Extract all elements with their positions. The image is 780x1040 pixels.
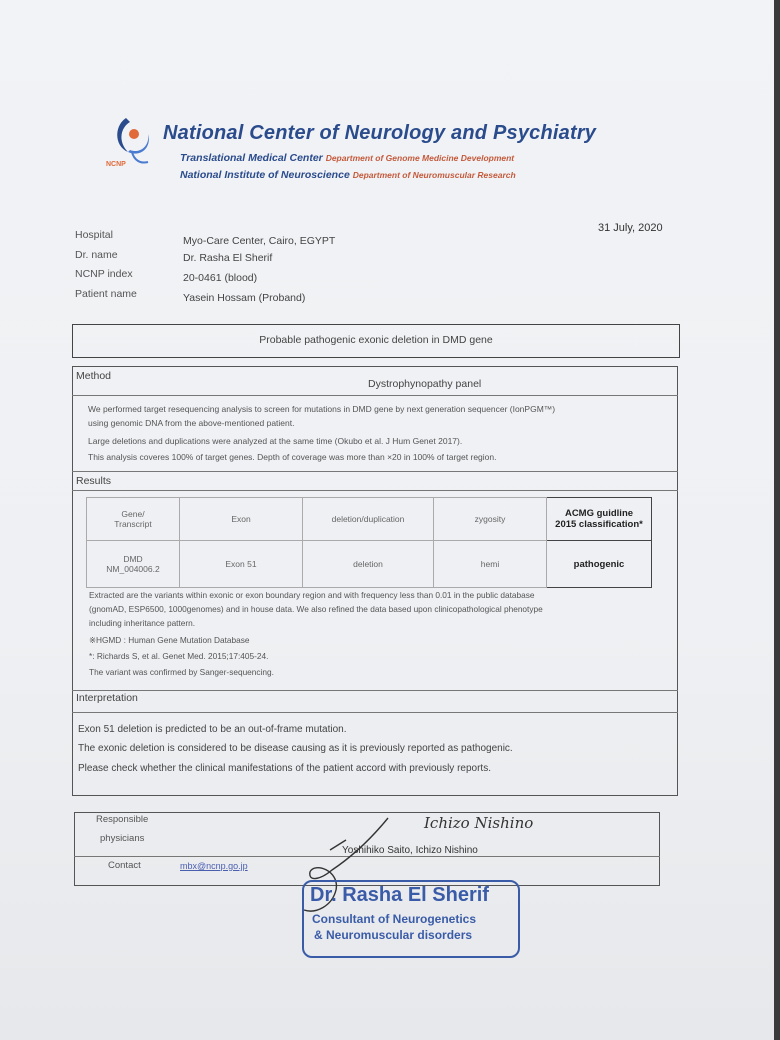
logo-text: NCNP (106, 161, 126, 168)
info-label-ncnp-index: NCNP index (75, 268, 133, 280)
header-acmg: ACMG guidline 2015 classification* (547, 498, 652, 541)
cell-exon: Exon 51 (180, 541, 303, 588)
info-value-patient-name: Yasein Hossam (Proband) (183, 292, 306, 304)
page-edge-shadow (774, 0, 780, 1040)
results-header-row (87, 498, 652, 541)
info-value-hospital: Myo-Care Center, Cairo, EGYPT (183, 235, 336, 247)
header-deletion-duplication: deletion/duplication (303, 498, 434, 541)
org-line-1-main: Translational Medical Center (180, 152, 323, 164)
org-line-2 (180, 169, 516, 181)
method-divider (72, 395, 678, 396)
method-line-1: We performed target resequencing analysis to screen for mutations in DMD gene by next generation sequencer (IonPGM™) (88, 404, 556, 414)
org-line-1-dept: Department of Genome Medicine Development (325, 153, 515, 163)
results-divider-2 (72, 490, 678, 491)
stamp-line-2: Consultant of Neurogenetics (312, 912, 477, 926)
header-exon: Exon (180, 498, 303, 541)
diagnosis-banner-text: Probable pathogenic exonic deletion in DMD gene (259, 334, 493, 346)
responsible-label-1: Responsible (96, 814, 149, 825)
interpretation-divider (72, 690, 678, 691)
interpretation-line-1: Exon 51 deletion is predicted to be an out-of-frame mutation. (78, 724, 347, 735)
method-line-3: Large deletions and duplications were analyzed at the same time (Okubo et al. J Hum Genet 2017). (88, 436, 463, 446)
cell-classification: pathogenic (547, 541, 652, 588)
info-label-dr-name: Dr. name (75, 249, 118, 261)
info-label-patient-name: Patient name (75, 288, 137, 300)
results-note-4: ※HGMD : Human Gene Mutation Database (89, 635, 250, 645)
results-note-2: (gnomAD, ESP6500, 1000genomes) and in house data. We also refined the data based upon clinicopathological phenotype (89, 604, 543, 614)
results-note-5: *: Richards S, et al. Genet Med. 2015;17:405-24. (89, 651, 269, 661)
method-label: Method (76, 370, 112, 382)
results-note-6: The variant was confirmed by Sanger-sequencing. (89, 667, 274, 677)
contact-email-link[interactable]: mbx@ncnp.go.jp (180, 861, 248, 871)
org-line-1 (180, 152, 514, 164)
info-label-hospital: Hospital (75, 229, 113, 241)
ncnp-logo (104, 112, 160, 174)
header-gene: Gene/ Transcript (87, 498, 180, 541)
org-title: National Center of Neurology and Psychiatry (163, 122, 597, 144)
diagnosis-banner (72, 324, 680, 358)
interpretation-divider-2 (72, 712, 678, 713)
interpretation-line-3: Please check whether the clinical manifestations of the patient accord with previously reports. (78, 763, 491, 774)
panel-name: Dystrophynopathy panel (368, 378, 482, 390)
method-line-2: using genomic DNA from the above-mentioned patient. (88, 418, 295, 428)
signature-ichizo: Ichizo Nishino (424, 814, 534, 832)
responsible-label-2: physicians (100, 833, 145, 844)
method-line-4: This analysis coveres 100% of target genes. Depth of coverage was more than ×20 in 100% of target region. (88, 452, 497, 462)
info-value-ncnp-index: 20-0461 (blood) (183, 272, 258, 284)
org-line-2-dept: Department of Neuromuscular Research (352, 170, 516, 180)
results-divider (72, 471, 678, 472)
report-date: 31 July, 2020 (598, 222, 663, 234)
results-table (86, 497, 652, 588)
contact-label: Contact (108, 860, 141, 871)
stamp-line-1: Dr. Rasha El Sherif (310, 884, 489, 906)
cell-zygosity: hemi (434, 541, 547, 588)
results-note-1: Extracted are the variants within exonic or exon boundary region and with frequency less than 0.01 in the public database (89, 590, 535, 600)
interpretation-line-2: The exonic deletion is considered to be disease causing as it is previously reported as pathogenic. (78, 743, 513, 754)
header-zygosity: zygosity (434, 498, 547, 541)
interpretation-label: Interpretation (76, 692, 138, 704)
cell-gene: DMD NM_004006.2 (87, 541, 180, 588)
physician-names: Yoshihiko Saito, Ichizo Nishino (342, 845, 478, 856)
results-label: Results (76, 475, 112, 487)
stamp-line-3: & Neuromuscular disorders (314, 928, 473, 942)
info-value-dr-name: Dr. Rasha El Sherif (183, 252, 273, 264)
org-line-2-main: National Institute of Neuroscience (180, 169, 350, 181)
results-note-3: including inheritance pattern. (89, 618, 196, 628)
cell-deletion: deletion (303, 541, 434, 588)
results-row (87, 541, 652, 588)
